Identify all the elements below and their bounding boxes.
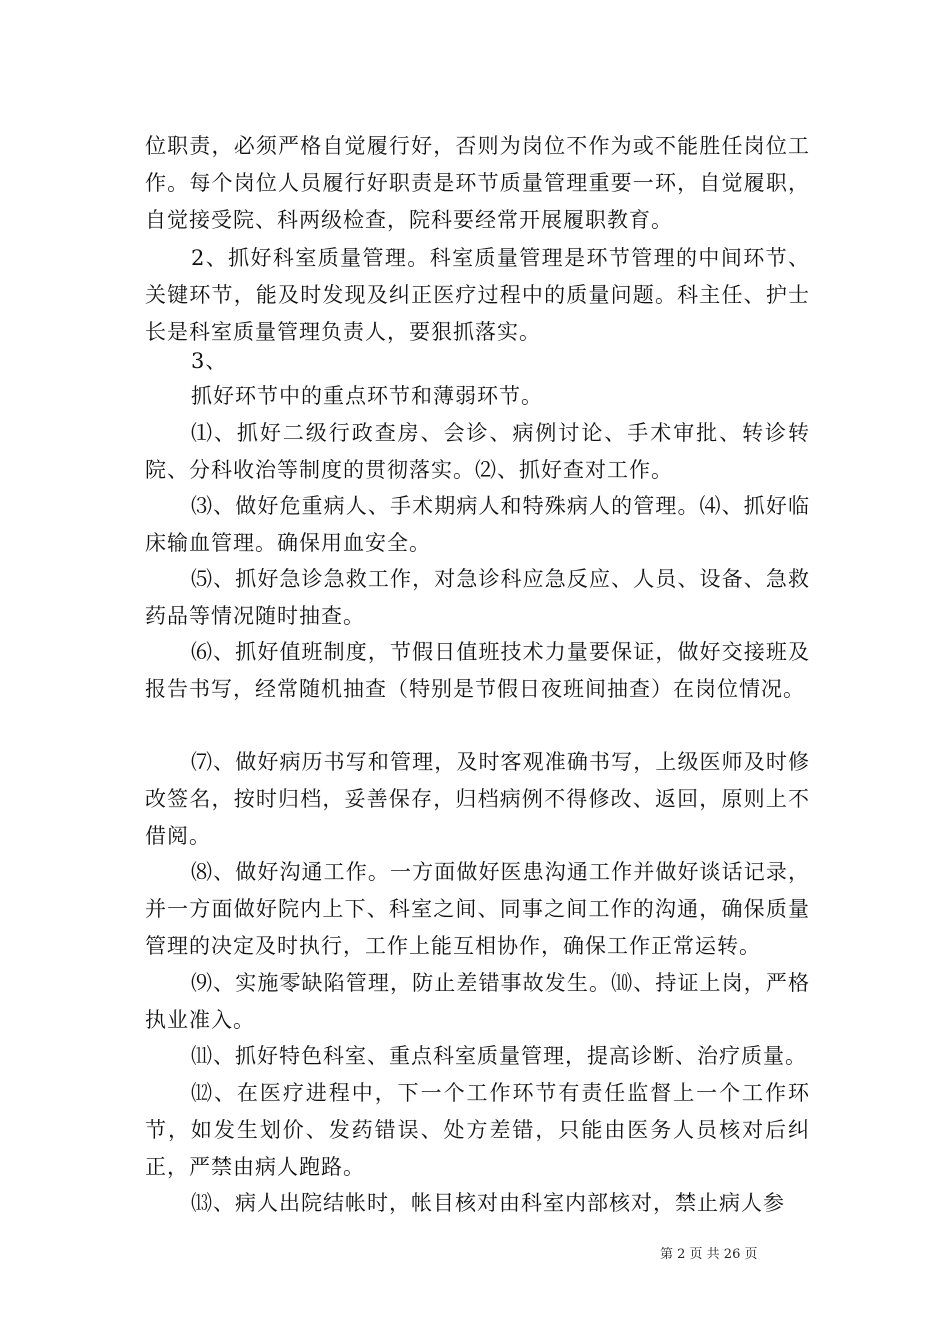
paragraph-14: ⒀、病人出院结帐时，帐目核对由科室内部核对，禁止病人参 — [191, 1191, 785, 1215]
paragraph-4: 抓好环节中的重点环节和薄弱环节。 — [191, 384, 543, 408]
paragraph-6: ⑶、做好危重病人、手术期病人和特殊病人的管理。⑷、抓好临床输血管理。确保用血安全。 — [145, 494, 810, 555]
paragraph-10: ⑻、做好沟通工作。一方面做好医患沟通工作并做好谈话记录，并一方面做好院内上下、科室之间、同事之间工作的沟通，确保质量管理的决定及时执行，工作上能互相协作，确保工作正常运转。 — [145, 860, 810, 958]
page-number-footer: 第 2 页 共 26 页 — [660, 1247, 758, 1262]
paragraph-13: ⑿、在医疗进程中，下一个工作环节有责任监督上一个工作环节，如发生划价、发药错误、处方差错，只能由医务人员核对后纠正，严禁由病人跑路。 — [145, 1081, 810, 1179]
paragraph-3: 3、 — [191, 349, 228, 373]
paragraph-5: ⑴、抓好二级行政查房、会诊、病例讨论、手术审批、转诊转院、分科收治等制度的贯彻落实。⑵、抓好查对工作。 — [145, 421, 810, 482]
paragraph-12: ⑾、抓好特色科室、重点科室质量管理，提高诊断、治疗质量。 — [191, 1044, 807, 1068]
paragraph-9: ⑺、做好病历书写和管理，及时客观准确书写，上级医师及时修改签名，按时归档，妥善保存，归档病例不得修改、返回，原则上不借阅。 — [145, 750, 810, 848]
paragraph-8: ⑹、抓好值班制度，节假日值班技术力量要保证，做好交接班及报告书写，经常随机抽查（特别是节假日夜班间抽查）在岗位情况。 — [145, 640, 810, 701]
paragraph-7: ⑸、抓好急诊急救工作，对急诊科应急反应、人员、设备、急救药品等情况随时抽查。 — [145, 567, 810, 628]
paragraph-1: 位职责，必须严格自觉履行好，否则为岗位不作为或不能胜任岗位工作。每个岗位人员履行好职责是环节质量管理重要一环，自觉履职，自觉接受院、科两级检查，院科要经常开展履职教育。 — [145, 134, 810, 232]
paragraph-2: 2、抓好科室质量管理。科室质量管理是环节管理的中间环节、关键环节，能及时发现及纠正医疗过程中的质量问题。科主任、护士长是科室质量管理负责人，要狠抓落实。 — [145, 246, 810, 344]
paragraph-11: ⑼、实施零缺陷管理，防止差错事故发生。⑽、持证上岗，严格执业准入。 — [145, 971, 810, 1032]
